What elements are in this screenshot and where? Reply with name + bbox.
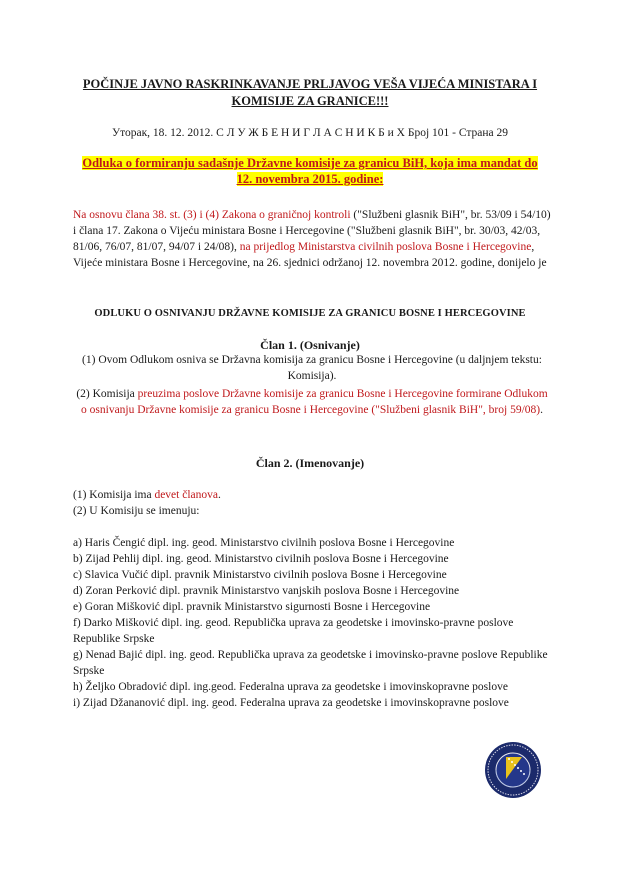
list-item: b) Zijad Pehlij dipl. ing. geod. Ministarstvo civilnih poslova Bosne i Hercegovine bbox=[73, 553, 449, 565]
list-item: f) Darko Mišković dipl. ing. geod. Republička uprava za geodetske i imovinsko-pravne poslove Republike Srpske bbox=[73, 617, 514, 645]
decision-title-line-1: Odluka o formiranju sadašnje Državne komisije za granicu BiH, koja ima mandat do bbox=[82, 156, 538, 170]
article-1-paragraph-1: (1) Ovom Odlukom osniva se Državna komisija za granicu Bosne i Hercegovine (u daljnjem tekstu: Komisija). bbox=[82, 354, 542, 382]
intro-text-2: , Vijeće ministara Bosne i Hercegovine, na 26. sjednici održanoj 12. novembra 2012. godine, donijelo je bbox=[73, 241, 547, 269]
list-item: i) Zijad Džananović dipl. ing. geod. Federalna uprava za geodetske i imovinskopravne poslove bbox=[73, 697, 509, 709]
members-list bbox=[73, 535, 551, 711]
list-item: h) Željko Obradović dipl. ing.geod. Federalna uprava za geodetske i imovinskopravne poslove bbox=[73, 681, 508, 693]
article-2-p1-start: (1) Komisija ima bbox=[73, 489, 152, 501]
list-item: c) Slavica Vučić dipl. pravnik Ministarstvo civilnih poslova Bosne i Hercegovine bbox=[73, 569, 447, 581]
article-2-p1-end: . bbox=[218, 489, 221, 501]
intro-text-1: ("Službeni glasnik BiH", br. 53/09 i 54/10) i člana 17. Zakona o Vijeću ministara Bosne i Hercegovine ("Službeni glasnik BiH", br. 30/03, 42/03, 81/06, 76/07, 81/07, 94/07 i 24/08), bbox=[73, 209, 551, 253]
title-line-2: KOMISIJE ZA GRANICE!!! bbox=[231, 94, 389, 108]
decision-title bbox=[60, 155, 560, 187]
article-1-p2-highlight: preuzima poslove Državne komisije za granicu Bosne i Hercegovine formirane Odlukom o osnivanju Državne komisije za granicu Bosne i Hercegovine ("Službeni glasnik BiH", broj 59/08) bbox=[81, 388, 548, 416]
list-item: g) Nenad Bajić dipl. ing. geod. Republička uprava za geodetske i imovinsko-pravne poslove Republike Srpske bbox=[73, 649, 548, 677]
intro-paragraph bbox=[73, 207, 551, 271]
article-2-paragraph-1 bbox=[73, 487, 551, 503]
article-2-member-count: devet članova bbox=[151, 489, 218, 501]
article-1-p2-start: (2) Komisija bbox=[76, 388, 135, 400]
decision-title-line-2: 12. novembra 2015. godine: bbox=[236, 172, 384, 186]
list-item: d) Zoran Perković dipl. pravnik Ministarstvo vanjskih poslova Bosne i Hercegovine bbox=[73, 585, 460, 597]
list-item: a) Haris Čengić dipl. ing. geod. Ministarstvo civilnih poslova Bosne i Hercegovine bbox=[73, 537, 455, 549]
commission-seal-icon bbox=[484, 741, 542, 799]
intro-proposal: na prijedlog Ministarstva civilnih poslova Bosne i Hercegovine bbox=[236, 241, 532, 253]
gazette-dateline: Уторак, 18. 12. 2012. С Л У Ж Б Е Н И Г Л А С Н И К Б и Х Број 101 - Страна 29 bbox=[111, 127, 509, 139]
article-2-heading: Član 2. (Imenovanje) bbox=[255, 456, 365, 470]
article-1-heading: Član 1. (Osnivanje) bbox=[260, 338, 360, 352]
page-title bbox=[60, 76, 560, 110]
article-1-paragraph-2 bbox=[73, 386, 551, 418]
decision-heading: ODLUKU O OSNIVANJU DRŽAVNE KOMISIJE ZA GRANICU BOSNE I HERCEGOVINE bbox=[94, 308, 526, 319]
intro-legal-basis-1: Na osnovu člana 38. st. (3) i (4) Zakona o graničnoj kontroli bbox=[73, 209, 351, 221]
article-2-paragraph-2: (2) U Komisiju se imenuju: bbox=[73, 505, 200, 517]
list-item: e) Goran Mišković dipl. pravnik Ministarstvo sigurnosti Bosne i Hercegovine bbox=[73, 601, 431, 613]
article-1-p2-end: . bbox=[540, 404, 543, 416]
title-line-1: POČINJE JAVNO RASKRINKAVANJE PRLJAVOG VEŠA VIJEĆA MINISTARA I bbox=[82, 77, 538, 91]
